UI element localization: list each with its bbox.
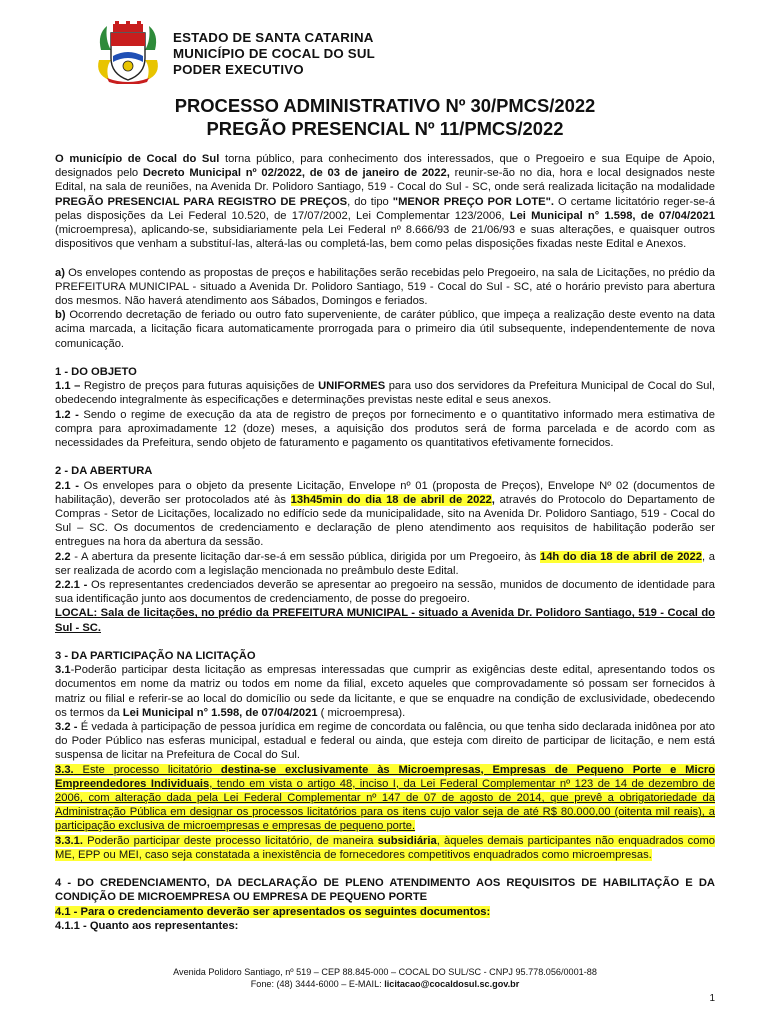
document-body xyxy=(55,152,715,933)
item-2-2-text-a: - A abertura da presente licitação dar-se-á em sessão pública, dirigida por um Pregoeiro, às xyxy=(70,550,540,563)
header-branch: PODER EXECUTIVO xyxy=(173,62,304,77)
item-2-2 xyxy=(55,550,715,578)
intro-text-1: torna público, para conhecimento dos interessados, que o Pregoeiro e sua Equipe de Apoio, designados pelo xyxy=(55,153,715,180)
footer-phone: Fone: (48) 3444-6000 – E-MAIL: xyxy=(250,978,385,989)
intro-modality: PREGÃO PRESENCIAL PARA REGISTRO DE PREÇOS xyxy=(55,195,348,208)
section-1-heading xyxy=(55,365,715,379)
item-2-2-text-b: , a ser realizada de acordo com a legislação mencionada no preâmbulo deste Edital. xyxy=(55,550,715,577)
item-3-1-label: 3.1 xyxy=(55,664,71,677)
delivery-deadline-highlight: 13h45min do dia 18 de abril de 2022 xyxy=(290,493,492,506)
item-3-3-label: 3.3. xyxy=(55,763,74,776)
item-2-2-1 xyxy=(55,578,715,606)
header-state: ESTADO DE SANTA CATARINA xyxy=(173,30,374,45)
section-1-heading-text: 1 - DO OBJETO xyxy=(55,366,137,379)
intro-text-3: , do tipo xyxy=(347,195,393,208)
item-3-3-1-text-a: Poderão participar deste processo licitatório, de maneira xyxy=(83,834,378,847)
local-text: LOCAL: Sala de licitações, no prédio da PREFEITURA MUNICIPAL - situado a Avenida Dr. Polidoro Santiago, 519 - Cocal do Sul - SC. xyxy=(55,607,715,634)
intro-text-2: reunir-se-ão no dia, hora e local designados neste Edital, na sala de reuniões, na Avenida Dr. Polidoro Santiago, 519 - Cocal do Sul - SC, onde será realizada licitação na modalidade xyxy=(55,167,715,194)
item-1-1-label: 1.1 – xyxy=(55,380,81,393)
item-4-1-1 xyxy=(55,919,715,933)
item-4-1-text: 4.1 - Para o credenciamento deverão ser apresentados os seguintes documentos: xyxy=(55,905,491,918)
footer-contact xyxy=(55,979,715,991)
item-3-2 xyxy=(55,720,715,763)
item-2-1 xyxy=(55,479,715,550)
item-3-3-1-label: 3.3.1. xyxy=(55,834,83,847)
intro-type: "MENOR PREÇO POR LOTE". xyxy=(392,195,555,208)
item-1-1-text-a: Registro de preços para futuras aquisições de xyxy=(80,380,319,393)
clause-a-label: a) xyxy=(55,266,65,279)
clause-a xyxy=(55,266,715,309)
municipal-coat-of-arms-icon xyxy=(93,20,163,84)
item-3-3-1 xyxy=(55,834,715,862)
clause-b-label: b) xyxy=(55,309,66,322)
item-3-1-law: Lei Municipal n° 1.598, de 07/04/2021 xyxy=(122,706,318,719)
item-2-1-comma: , xyxy=(491,493,495,506)
intro-text-5: (microempresa), aplicando-se, subsidiariamente pela Lei Federal nº 8.666/93 de 21/06/93 e suas alterações, e quaisquer outros dispositivos que venham a substituí-las, alterá-las ou completá-las, bem como pelas disposições fixadas neste Edital e Anexos. xyxy=(55,224,715,251)
item-4-1-1-text: 4.1.1 - Quanto aos representantes: xyxy=(55,919,239,932)
item-3-2-text: É vedada à participação de pessoa jurídica em regime de concordata ou falência, ou que tenha sido declarada inidônea por ato do Poder Público nas esferas municipal, estadual e federal ou ainda, que esteja com direito de participar de licitação, e nem está suspensa de licitar na Prefeitura de Cocal do Sul. xyxy=(55,721,715,762)
item-3-3-1-subsidiary: subsidiária xyxy=(377,834,437,847)
item-3-3-text-c: , tendo em vista o artigo 48, inciso I, da Lei Federal Complementar nº 123 de 14 de dezembro de 2006, com alteração dada pela Lei Federal Complementar nº 147 de 07 de agosto de 2014, que prevê a obrigatoriedade da Administração Pública em designar os processos licitatórios para os itens cujo valor seja de até R$ 80.000,00 (oitenta mil reais), a participação exclusiva de microempresas e empresas de pequeno porte. xyxy=(55,777,715,833)
item-1-2-label: 1.2 - xyxy=(55,408,79,421)
intro-municipality: O município de Cocal do Sul xyxy=(55,153,220,165)
section-3-heading-text: 3 - DA PARTICIPAÇÃO NA LICITAÇÃO xyxy=(55,650,256,663)
footer-address: Avenida Polidoro Santiago, nº 519 – CEP 88.845-000 – COCAL DO SUL/SC - CNPJ 95.778.056/0001-88 xyxy=(173,967,597,977)
item-3-1 xyxy=(55,663,715,720)
item-1-1-text-c: para uso dos servidores da Prefeitura Municipal de Cocal do Sul, obedecendo integralmente às especificações e determinações previstas neste edital e seus anexos. xyxy=(55,380,715,407)
section-3-heading xyxy=(55,649,715,663)
item-3-1-text-c: ( microempresa). xyxy=(317,706,406,719)
item-4-1 xyxy=(55,905,715,919)
section-2-heading xyxy=(55,464,715,478)
item-3-3 xyxy=(55,763,715,834)
intro-decree: Decreto Municipal nº 02/2022, de 03 de janeiro de 2022, xyxy=(142,167,450,180)
page-footer xyxy=(55,967,715,990)
item-3-3-text-a: Este processo licitatório xyxy=(73,763,221,776)
header-municipality: MUNICÍPIO DE COCAL DO SUL xyxy=(173,46,375,61)
opening-date-highlight: 14h do dia 18 de abril de 2022 xyxy=(539,550,702,563)
clause-b xyxy=(55,308,715,351)
intro-text-4: O certame licitatório reger-se-á pelas disposições da Lei Federal 10.520, de 17/07/2002, Lei Complementar 123/2006, xyxy=(55,195,715,222)
footer-email: licitacao@cocaldosul.sc.gov.br xyxy=(384,978,520,989)
section-4-heading-text: 4 - DO CREDENCIAMENTO, DA DECLARAÇÃO DE PLENO ATENDIMENTO AOS REQUISITOS DE HABILITAÇÃO E DA CONDIÇÃO DE MICROEMPRESA OU EMPRESA DE PEQUENO PORTE xyxy=(55,877,715,904)
clause-b-text: Ocorrendo decretação de feriado ou outro fato superveniente, de caráter público, que impeça a realização deste evento na data acima marcada, a licitação ficara automaticamente prorrogada para o primeiro dia útil subsequente, independentemente de nova comunicação. xyxy=(55,309,715,350)
item-3-3-exclusive: destina-se exclusivamente às Microempresas, Empresas de Pequeno Porte e Micro Empreendedores Individuais xyxy=(55,763,716,790)
page-number: 1 xyxy=(709,993,715,1004)
item-3-2-label: 3.2 - xyxy=(55,721,78,734)
item-1-2-text: Sendo o regime de execução da ata de registro de preços por fornecimento e o quantitativo informado mera estimativa de compra para aproximadamente 12 (doze) meses, a aquisição dos produtos será de forma parcelada e de acordo com as necessidades da Prefeitura, sendo objeto de faturamento e pagamento os quantitativos efetivamente fornecidos. xyxy=(55,408,715,450)
item-2-2-1-label: 2.2.1 - xyxy=(55,579,88,592)
item-2-2-label: 2.2 xyxy=(55,550,71,563)
item-3-1-text-a: -Poderão participar desta licitação as empresas interessadas que cumprir as exigências deste edital, apresentando todos os documentos em nome da matriz ou todos em nome da filial, exceto aqueles que comprovadamente só possam ser fornecidos à matriz ou filial e referir-se ao local do domicílio ou sede da licitante, e que se enquadre na condição de exclusividade, obedecendo os termos da xyxy=(55,664,715,719)
item-3-3-1-text-c: , àqueles demais participantes não enquadrados como ME, EPP ou MEI, caso seja constatada a inexistência de fornecedores competitivos enquadrados como microempresas. xyxy=(55,834,715,861)
intro-paragraph xyxy=(55,152,715,251)
item-1-2 xyxy=(55,408,715,451)
letterhead xyxy=(93,20,715,84)
clause-a-text: Os envelopes contendo as propostas de preços e habilitações serão recebidas pelo Pregoeiro, na sala de Licitações, no prédio da PREFEITURA MUNICIPAL - situado a Avenida Dr. Polidoro Santiago, 519 - Cocal do Sul - SC, até o horário previsto para abertura dos mesmos. Não haverá atendimento aos Sábados, Domingos e feriados. xyxy=(55,266,715,308)
item-1-1 xyxy=(55,379,715,407)
intro-municipal-law: Lei Municipal n° 1.598, de 07/04/2021 xyxy=(509,209,715,222)
process-title: PROCESSO ADMINISTRATIVO Nº 30/PMCS/2022 xyxy=(174,95,596,116)
item-2-1-text-b: através do Protocolo do Departamento de Compras - Setor de Licitações, localizado no edifício sede da municipalidade, sito na Avenida Dr. Polidoro Santiago, 519 - Cocal do Sul – SC. Os documentos de credenciamento e declaração de pleno atendimento aos requisitos de habilitação poderão ser entregues na hora da abertura da sessão. xyxy=(55,493,716,549)
item-2-1-text-a: Os envelopes para o objeto da presente Licitação, Envelope nº 01 (proposta de Preços), Envelope Nº 02 (documentos de habilitação), deverão ser protocolados até às xyxy=(55,479,715,506)
document-page xyxy=(55,0,715,1024)
item-1-1-object: UNIFORMES xyxy=(318,380,386,393)
section-2-heading-text: 2 - DA ABERTURA xyxy=(55,465,153,478)
document-title xyxy=(55,94,715,140)
local-line xyxy=(55,606,715,634)
section-4-heading xyxy=(55,876,715,904)
item-2-1-label: 2.1 - xyxy=(55,479,79,492)
item-2-2-1-text: Os representantes credenciados deverão se apresentar ao pregoeiro na sessão, munidos de documento de identidade para sua identificação junto aos documentos de credenciamento, de posse do pregoeiro. xyxy=(55,579,715,606)
auction-title: PREGÃO PRESENCIAL Nº 11/PMCS/2022 xyxy=(206,118,564,139)
